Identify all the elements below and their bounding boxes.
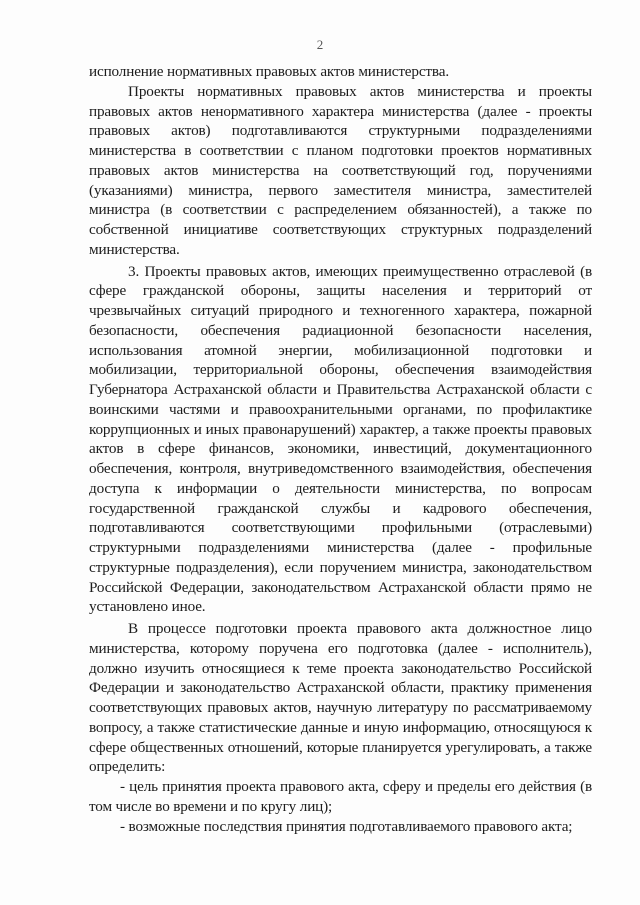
list-item-consequences: - возможные последствия принятия подготавливаемого правового акта; <box>120 817 573 835</box>
paragraph-item-3-sectoral-acts: 3. Проекты правовых актов, имеющих преимущественно отраслевой (в сфере гражданской обороны, защиты населения и территорий от чрезвычайных ситуаций природного и техногенного характера, пожарной безопасности, обеспечения радиационной безопасности населения, использования атомной энергии, мобилизационной подготовки и мобилизации, территориальной обороны, обеспечения взаимодействия Губернатора Астраханской области и Правительства Астраханской области с воинскими частями и правоохранительными органами, по профилактике коррупционных и иных правонарушений) характер, а также проекты правовых актов в сфере финансов, экономики, инвестиций, документационного обеспечения, контроля, внутриведомственного взаимодействия, обеспечения доступа к информации о деятельности министерства, по вопросам государственной гражданской службы и кадрового обеспечения, подготавливаются соответствующими профильными (отраслевыми) структурными подразделениями министерства (далее - профильные структурные подразделения), если поручением министра, законодательством Российской Федерации, законодательством Астраханской области прямо не установлено иное. <box>89 262 592 616</box>
paragraph-continuation: исполнение нормативных правовых актов министерства. <box>89 63 449 80</box>
paragraph-preparation-process: В процессе подготовки проекта правового акта должностное лицо министерства, которому поручена его подготовка (далее - исполнитель), должно изучить относящиеся к теме проекта законодательство Российской Федерации и законодательство Астраханской области, практику применения соответствующих правовых актов, научную литературу по рассматриваемому вопросу, а также статистические данные и иную информацию, относящуюся к сфере общественных отношений, которые планируется урегулировать, а также определить: <box>89 620 592 776</box>
paragraph-draft-acts-preparation: Проекты нормативных правовых актов министерства и проекты правовых актов ненормативного характера министерства (далее - проекты правовых актов) подготавливаются структурными подразделениями министерства в соответствии с планом подготовки проектов нормативных правовых актов министерства на соответствующий год, поручениями (указаниями) министра, первого заместителя министра, заместителей министра (в соответствии с распределением обязанностей), а также по собственной инициативе соответствующих структурных подразделений министерства. <box>89 82 592 258</box>
list-item-purpose: - цель принятия проекта правового акта, сферу и пределы его действия (в том числе во времени и по кругу лиц); <box>89 778 592 815</box>
document-body <box>89 62 592 836</box>
page-number: 2 <box>316 37 324 52</box>
